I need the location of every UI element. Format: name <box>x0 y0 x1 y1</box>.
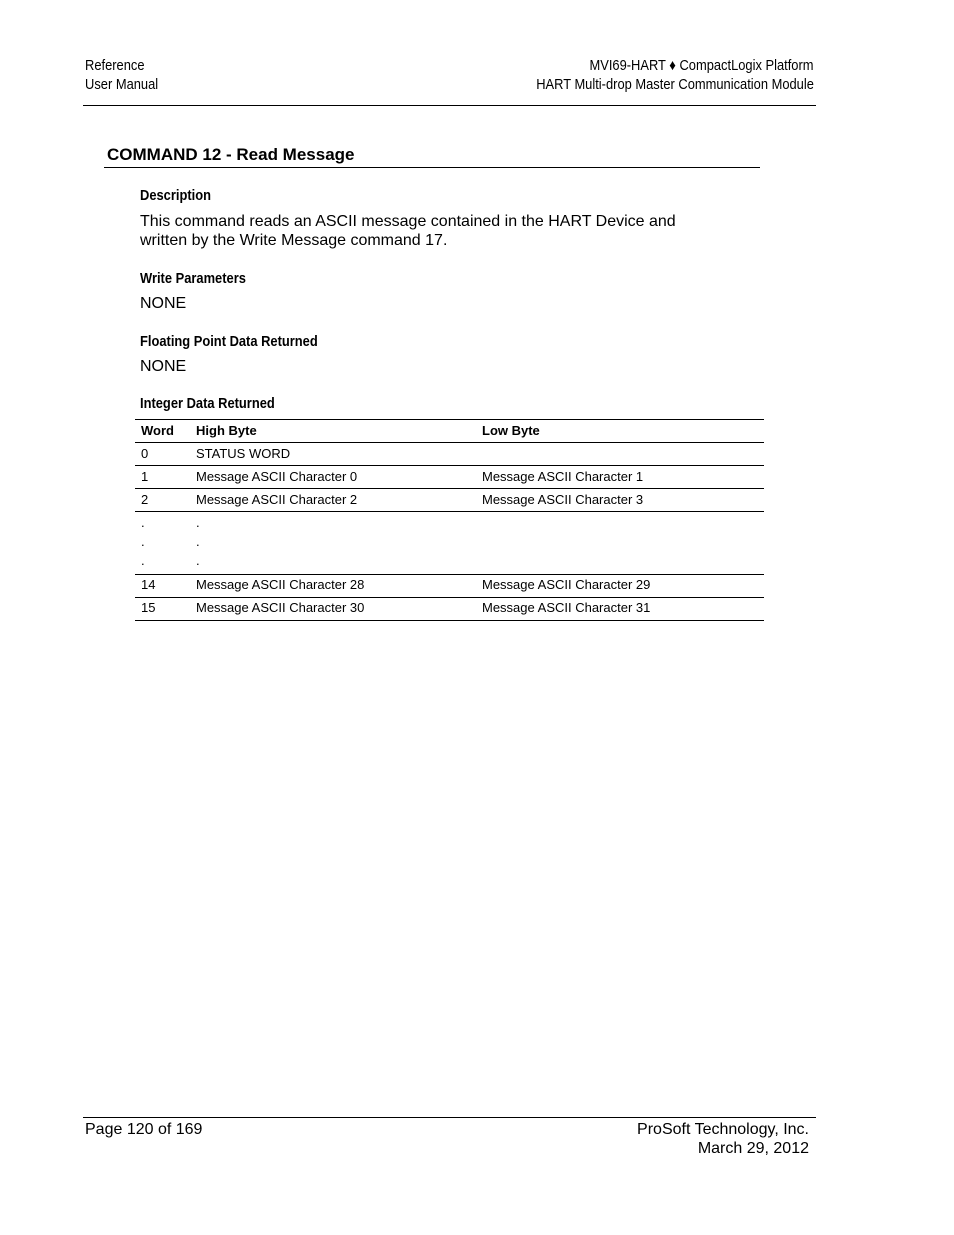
table-rule-row-14 <box>135 597 764 598</box>
footer-page-number: Page 120 of 169 <box>85 1121 203 1138</box>
table-cell: . <box>141 553 145 568</box>
description-line-2: written by the Write Message command 17. <box>140 232 448 249</box>
table-cell: STATUS WORD <box>196 446 291 461</box>
table-rule-top <box>135 419 764 420</box>
table-cell: 15 <box>141 600 156 615</box>
table-header-low-byte: Low Byte <box>482 423 540 438</box>
table-cell: Message ASCII Character 29 <box>482 577 651 592</box>
table-cell: Message ASCII Character 2 <box>196 492 358 507</box>
table-rule-row-0 <box>135 465 764 466</box>
table-cell: Message ASCII Character 1 <box>482 469 644 484</box>
integer-data-table <box>135 419 764 621</box>
header-reference: Reference <box>85 57 145 74</box>
table-cell: 1 <box>141 469 149 484</box>
table-cell: Message ASCII Character 0 <box>196 469 358 484</box>
footer-rule <box>83 1117 816 1118</box>
table-cell: Message ASCII Character 31 <box>482 600 651 615</box>
footer-date: March 29, 2012 <box>697 1140 809 1157</box>
table-cell: 14 <box>141 577 156 592</box>
table-cell: . <box>196 515 200 530</box>
table-rule-ellipsis <box>135 574 764 575</box>
table-rule-header <box>135 442 764 443</box>
table-rule-row-1 <box>135 488 764 489</box>
header-rule <box>83 105 816 106</box>
table-cell: 0 <box>141 446 149 461</box>
table-rule-row-2 <box>135 511 764 512</box>
table-cell: . <box>196 534 200 549</box>
float-data-heading: Floating Point Data Returned <box>140 333 318 350</box>
footer-company: ProSoft Technology, Inc. <box>637 1121 809 1138</box>
section-title: COMMAND 12 - Read Message <box>107 145 355 164</box>
float-data-value: NONE <box>140 358 187 375</box>
table-cell: 2 <box>141 492 149 507</box>
table-cell: . <box>141 534 145 549</box>
write-params-value: NONE <box>140 295 187 312</box>
table-header-high-byte: High Byte <box>196 423 257 438</box>
write-params-heading: Write Parameters <box>140 270 246 287</box>
section-title-rule <box>104 167 760 168</box>
description-line-1: This command reads an ASCII message contained in the HART Device and <box>140 213 676 230</box>
header-module: HART Multi-drop Master Communication Module <box>536 76 814 93</box>
table-cell: Message ASCII Character 28 <box>196 577 365 592</box>
header-product: MVI69-HART ♦ CompactLogix Platform <box>589 57 814 74</box>
integer-data-heading: Integer Data Returned <box>140 395 275 412</box>
table-cell: Message ASCII Character 30 <box>196 600 365 615</box>
table-cell: . <box>196 553 200 568</box>
table-rule-bottom <box>135 620 764 621</box>
description-heading: Description <box>140 187 211 204</box>
table-cell: . <box>141 515 145 530</box>
table-cell: Message ASCII Character 3 <box>482 492 644 507</box>
header-user-manual: User Manual <box>85 76 159 93</box>
table-header-word: Word <box>141 423 174 438</box>
